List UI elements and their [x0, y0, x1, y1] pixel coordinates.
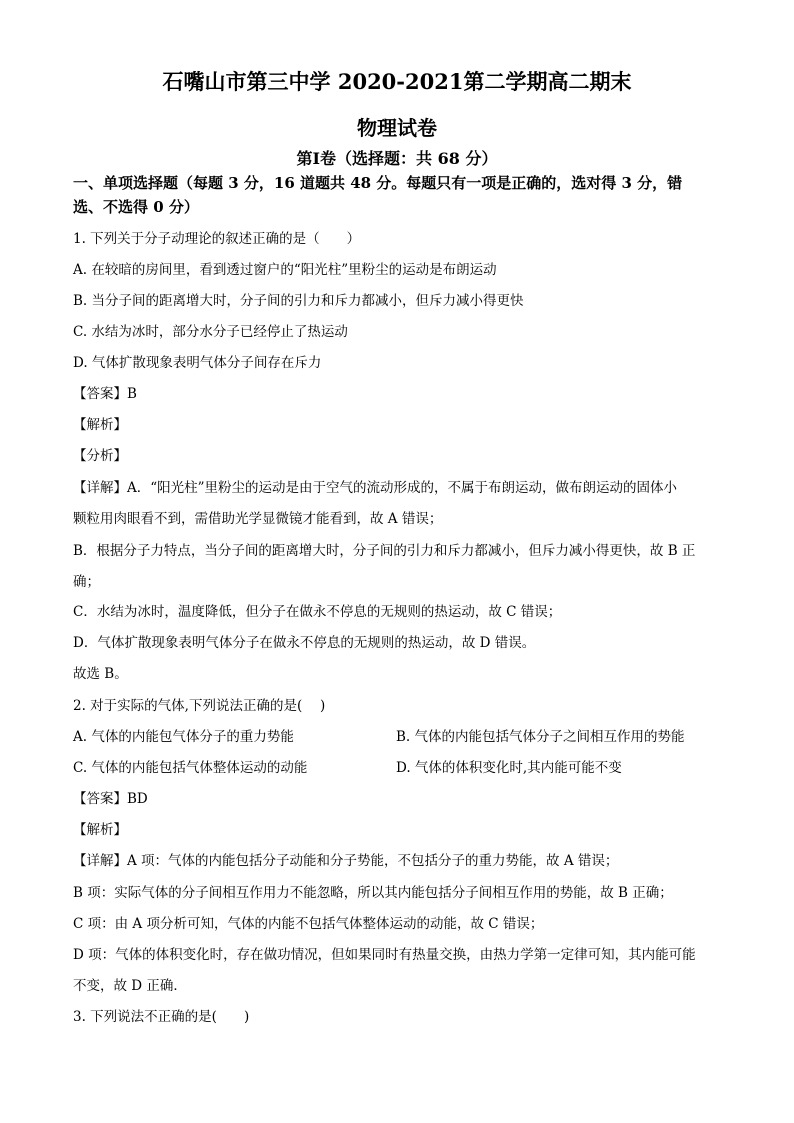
section-heading-line1: 一、单项选择题（每题 3 分，16 道题共 48 分。每题只有一项是正确的，选对得 3 分，错 — [73, 174, 683, 192]
q1-analyze-label: 【分析】 — [73, 448, 127, 464]
q1-stem: 1. 下列关于分子动理论的叙述正确的是（ ） — [73, 231, 361, 247]
q1-option-b: B. 当分子间的距离增大时，分子间的引力和斥力都减小，但斥力减小得更快 — [73, 293, 524, 309]
q1-option-d: D. 气体扩散现象表明气体分子间存在斥力 — [73, 355, 322, 371]
q2-detail-line: 不变，故 D 正确． — [73, 978, 187, 994]
q1-detail-line: 颗粒用肉眼看不到，需借助光学显微镜才能看到，故 A 错误； — [73, 511, 443, 527]
q1-option-c: C. 水结为冰时，部分水分子已经停止了热运动 — [73, 324, 348, 340]
q1-answer: 【答案】B — [73, 386, 137, 402]
q1-detail-line: 【详解】A．“阳光柱”里粉尘的运动是由于空气的流动形成的，不属于布朗运动，做布朗运动的固体小 — [73, 480, 678, 496]
q2-option-a: A. 气体的内能包气体分子的重力势能 — [73, 729, 294, 745]
q2-stem: 2. 对于实际的气体,下列说法正确的是( ) — [73, 698, 326, 714]
q3-stem: 3. 下列说法不正确的是( ) — [73, 1009, 250, 1025]
part-heading: 第Ⅰ卷（选择题：共 68 分） — [296, 149, 498, 168]
q2-detail-line: D 项：气体的体积变化时，存在做功情况，但如果同时有热量交换，由热力学第一定律可知，其内能可能 — [73, 947, 696, 963]
q2-detail-line: 【详解】A 项：气体的内能包括分子动能和分子势能，不包括分子的重力势能，故 A 错误； — [73, 853, 619, 869]
q1-analysis-label: 【解析】 — [73, 417, 127, 433]
q1-detail-line: 确； — [73, 574, 100, 590]
q2-option-b: B. 气体的内能包括气体分子之间相互作用的势能 — [396, 729, 685, 745]
q2-option-d: D. 气体的体积变化时,其内能可能不变 — [396, 760, 622, 776]
q2-analysis-label: 【解析】 — [73, 822, 127, 838]
q2-answer: 【答案】BD — [73, 791, 148, 807]
q2-detail-line: C 项：由 A 项分析可知，气体的内能不包括气体整体运动的动能，故 C 错误； — [73, 916, 544, 932]
q2-detail-line: B 项：实际气体的分子间相互作用力不能忽略，所以其内能包括分子间相互作用的势能，故 B 正确； — [73, 885, 673, 901]
exam-subtitle: 物理试卷 — [357, 116, 437, 140]
q1-detail-line: C．水结为冰时，温度降低，但分子在做永不停息的无规则的热运动，故 C 错误； — [73, 604, 562, 620]
q1-option-a: A. 在较暗的房间里，看到透过窗户的“阳光柱”里粉尘的运动是布朗运动 — [73, 262, 497, 278]
exam-title: 石嘴山市第三中学 2020-2021第二学期高二期末 — [162, 69, 632, 94]
q1-conclusion: 故选 B。 — [73, 666, 128, 682]
section-heading-line2: 选、不选得 0 分） — [73, 198, 199, 216]
q1-detail-line: D．气体扩散现象表明气体分子在做永不停息的无规则的热运动，故 D 错误。 — [73, 635, 536, 651]
q2-option-c: C. 气体的内能包括气体整体运动的动能 — [73, 760, 308, 776]
q1-detail-line: B．根据分子力特点，当分子间的距离增大时，分子间的引力和斥力都减小，但斥力减小得更快，故 B 正 — [73, 543, 696, 559]
